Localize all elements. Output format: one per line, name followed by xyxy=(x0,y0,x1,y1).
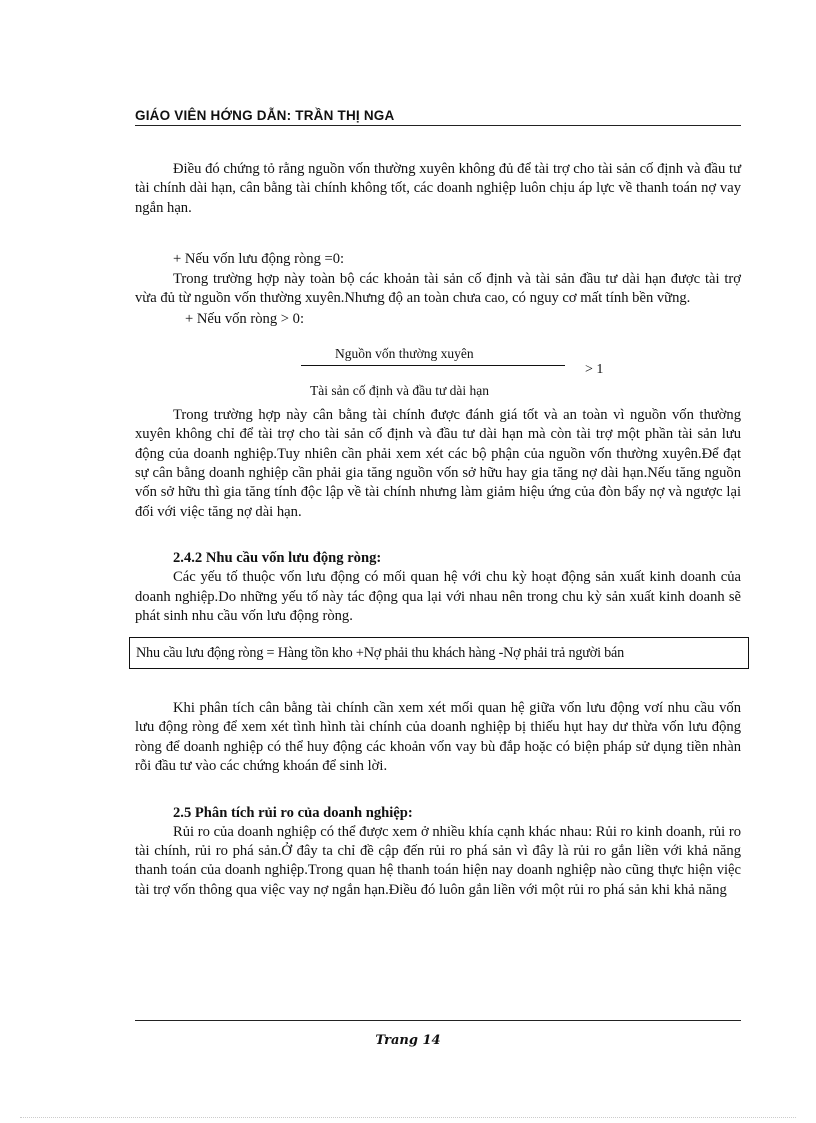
fraction-formula xyxy=(135,338,741,402)
footer-divider xyxy=(135,1020,741,1021)
fraction-bar xyxy=(301,365,565,366)
bullet-zero: + Nếu vốn lưu động ròng =0: xyxy=(173,251,345,268)
paragraph-3: Trong trường hợp này cân bằng tài chính được đánh giá tốt và an toàn vì nguồn vốn thường xuyên không chỉ để tài trợ cho tài sản cố định và đầu tư dài hạn mà còn tài trợ một phần tài sản lưu động của doanh nghiệp.Tuy nhiên cần phải xem xét các bộ phận của nguồn vốn thường xuyên.Để đạt sự cân bằng doanh nghiệp cần phải gia tăng nguồn vốn sở hữu hay gia tăng nợ dài hạn.Nếu tăng nguồn vốn sở hữu thì gia tăng tính độc lập về tài chính nhưng làm giảm hiệu ứng của đòn bẩy nợ và ngược lại đối với việc tăng nợ dài hạn. xyxy=(135,406,741,520)
page-number: Trang 14 xyxy=(375,1033,441,1048)
paragraph-6: Rủi ro của doanh nghiệp có thể được xem ở nhiều khía cạnh khác nhau: Rủi ro kinh doanh, rủi ro tài chính, rủi ro phá sản.Ở đây ta chỉ đề cập đến rủi ro phá sản vì đây là rủi ro gắn liền với khả năng thanh toán của doanh nghiệp.Trong quan hệ thanh toán hiện nay doanh nghiệp nào cũng thực hiện việc tài trợ vốn thông qua việc vay nợ ngắn hạn.Điều đó luôn gắn liền với một rủi ro phá sản khi khả năng xyxy=(135,823,741,898)
fraction-relation: > 1 xyxy=(585,361,604,377)
formula-box: Nhu cầu lưu động ròng = Hàng tồn kho +Nợ phải thu khách hàng -Nợ phải trả người bán xyxy=(129,637,749,669)
heading-2-5: 2.5 Phân tích rủi ro của doanh nghiệp: xyxy=(173,804,413,821)
page-bottom-edge xyxy=(20,1117,796,1118)
heading-2-4-2: 2.4.2 Nhu cầu vốn lưu động ròng: xyxy=(173,550,382,567)
page-content xyxy=(135,160,741,900)
fraction-numerator: Nguồn vốn thường xuyên xyxy=(335,345,474,361)
paragraph-5: Khi phân tích cân bằng tài chính cần xem xét mối quan hệ giữa vốn lưu động vơí nhu cầu vốn lưu động ròng để xem xét tình hình tài chính của doanh nghiệp bị thiếu hụt hay dư thừa vốn lưu động ròng để doanh nghiệp có thể huy động các khoản vốn vay bù đắp hoặc có biện pháp sử dụng tiền nhàn rỗi đầu tư vào các chứng khoán để sinh lời. xyxy=(135,699,741,775)
paragraph-2: Trong trường hợp này toàn bộ các khoản tài sản cố định và tài sản đầu tư dài hạn được tài trợ vừa đủ từ nguồn vốn thường xuyên.Nhưng độ an toàn chưa cao, có nguy cơ mất tính bền vững. xyxy=(135,270,741,307)
bullet-positive: + Nếu vốn ròng > 0: xyxy=(185,311,305,328)
paragraph-1: Điều đó chứng tỏ rằng nguồn vốn thường xuyên không đủ để tài trợ cho tài sản cố định và đầu tư tài chính dài hạn, cân bằng tài chính không tốt, các doanh nghiệp luôn chịu áp lực về thanh toán nợ vay ngắn hạn. xyxy=(135,161,741,216)
fraction-denominator: Tài sản cố định và đầu tư dài hạn xyxy=(310,382,490,398)
paragraph-4: Các yếu tố thuộc vốn lưu động có mối quan hệ với chu kỳ hoạt động sản xuất kinh doanh của doanh nghiệp.Do những yếu tố này tác động qua lại với nhau nên trong chu kỳ sản xuất kinh doanh sẽ phát sinh nhu cầu vốn lưu động ròng. xyxy=(135,569,741,625)
page-header: GIÁO VIÊN HỚNG DẪN: TRẦN THỊ NGA xyxy=(135,108,741,126)
